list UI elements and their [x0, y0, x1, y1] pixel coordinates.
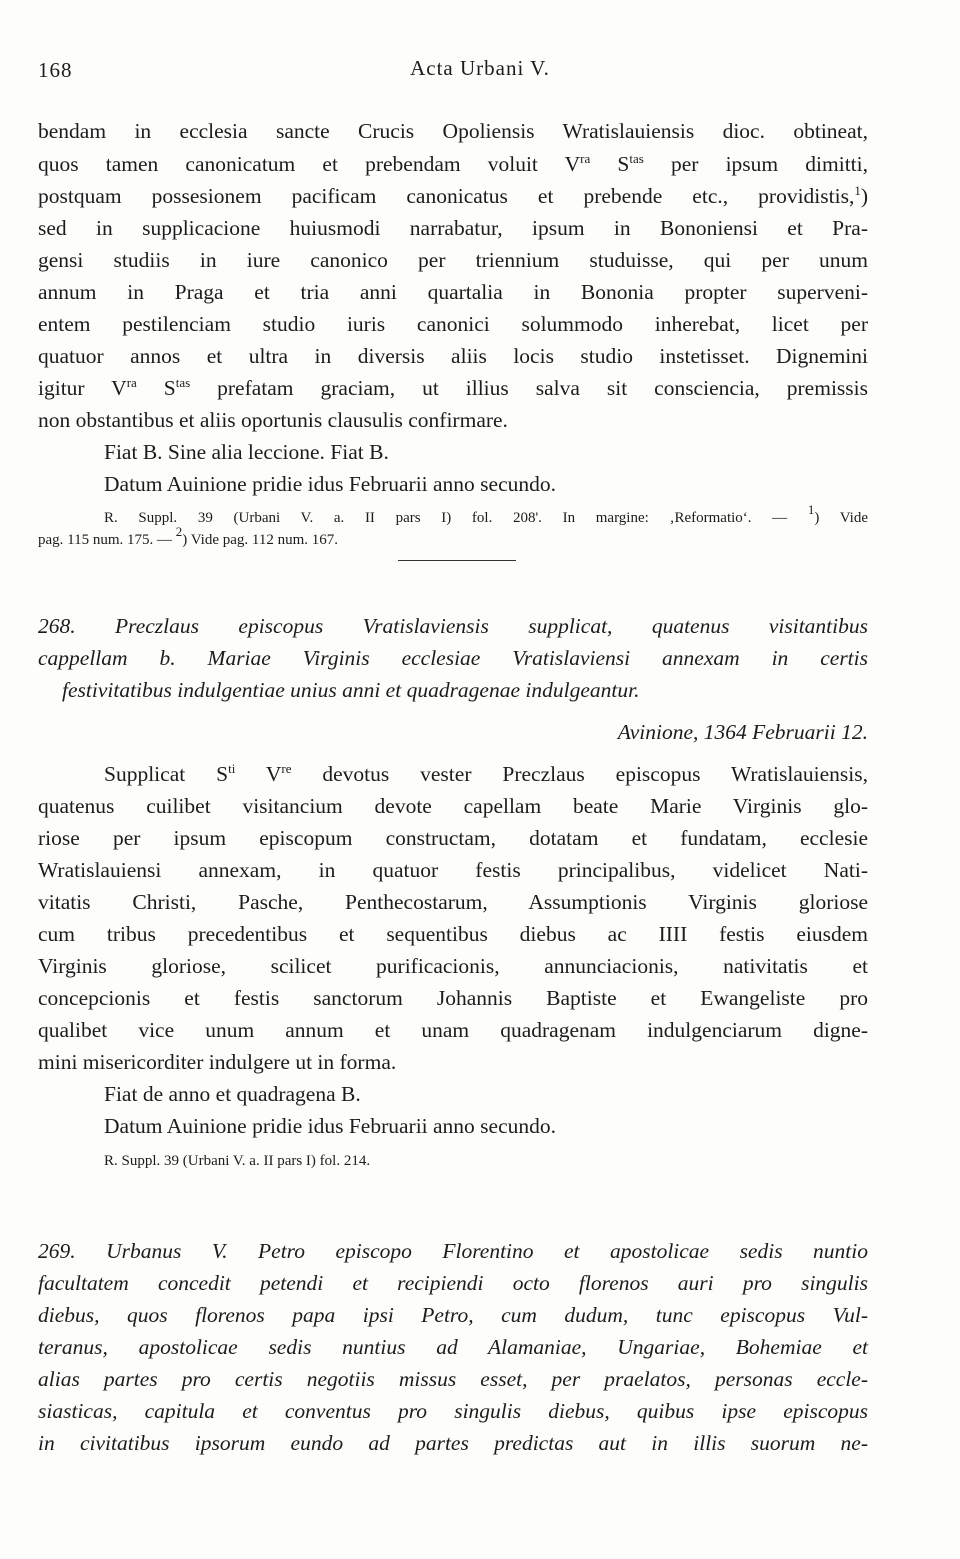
section-divider	[398, 560, 516, 561]
text-line: non obstantibus et aliis oportunis clausulis confirmare.	[38, 408, 508, 432]
text-line: bendam in ecclesia sancte Crucis Opoliensis Wratislauiensis dioc. obtineat,	[38, 119, 868, 143]
text-line: annum in Praga et tria anni quartalia in Bononia propter superveni-	[38, 280, 868, 304]
text-line: cum tribus precedentibus et sequentibus diebus ac IIII festis eiusdem	[38, 922, 868, 946]
source-note: R. Suppl. 39 (Urbani V. a. II pars I) fol. 208'. In margine: ‚Reformatio‘. — $^1$) Vide	[104, 502, 869, 526]
entry-summary: 268. Preczlaus episcopus Vratislaviensis supplicat, quatenus visitantibus	[38, 614, 868, 638]
entry-number: 269.	[38, 1239, 76, 1263]
fiat-line: Fiat B. Sine alia leccione. Fiat B.	[104, 440, 389, 464]
entry-summary: festivitatibus indulgentiae unius anni et quadragenae indulgeantur.	[62, 678, 640, 702]
entry-summary: cappellam b. Mariae Virginis ecclesiae Vratislaviensi annexam in certis	[38, 646, 868, 670]
text-line: mini misericorditer indulgere ut in forma.	[38, 1050, 397, 1074]
datum-line: Datum Auinione pridie idus Februarii anno secundo.	[104, 472, 557, 496]
page-number: 168	[38, 58, 73, 82]
text-line: sed in supplicacione huiusmodi narrabatur, ipsum in Bononiensi et Pra-	[38, 216, 868, 240]
running-title: Acta Urbani V.	[410, 56, 550, 80]
fiat-line: Fiat de anno et quadragena B.	[104, 1082, 361, 1106]
entry-number: 268.	[38, 614, 76, 638]
text-line: riose per ipsum episcopum constructam, dotatam et fundatam, ecclesie	[38, 826, 868, 850]
text-line: Wratislauiensi annexam, in quatuor festis principalibus, videlicet Nati-	[38, 858, 868, 882]
entry-summary: 269. Urbanus V. Petro episcopo Florentino et apostolicae sedis nuntio	[38, 1239, 868, 1263]
text-line: Supplicat $S^{ti}$ Vre devotus vester Preczlaus episcopus Wratislauiensis,	[104, 761, 869, 786]
entry-summary: diebus, quos florenos papa ipsi Petro, cum dudum, tunc episcopus Vul-	[38, 1303, 868, 1327]
datum-line: Datum Auinione pridie idus Februarii anno secundo.	[104, 1114, 557, 1138]
text-line: gensi studiis in iure canonico per triennium studuisse, qui per unum	[38, 248, 868, 272]
entry-summary: siasticas, capitula et conventus pro singulis diebus, quibus ipse episcopus	[38, 1399, 868, 1423]
text-line: quos tamen canonicatum et prebendam voluit $V^{ra}$ $S^{tas}$ per ipsum dimitti,	[38, 151, 868, 176]
source-note: pag. 115 num. 175. — $^2$) Vide pag. 112 num. 167.	[38, 524, 339, 548]
text-line: entem pestilenciam studio iuris canonici solummodo inherebat, licet per	[38, 312, 868, 336]
text-line: vitatis Christi, Pasche, Penthecostarum, Assumptionis Virginis gloriose	[38, 890, 868, 914]
text-line: Virginis gloriose, scilicet purificacionis, annunciacionis, nativitatis et	[38, 954, 868, 978]
text-line: concepcionis et festis sanctorum Johannis Baptiste et Ewangeliste pro	[38, 986, 868, 1010]
place-date: Avinione, 1364 Februarii 12.	[617, 720, 868, 744]
entry-summary: teranus, apostolicae sedis nuntius ad Alamaniae, Ungariae, Bohemiae et	[38, 1335, 868, 1359]
source-note: R. Suppl. 39 (Urbani V. a. II pars I) fol. 214.	[104, 1153, 371, 1169]
entry-summary: in civitatibus ipsorum eundo ad partes predictas aut in illis suorum ne-	[38, 1431, 868, 1455]
text-line: quatenus cuilibet visitancium devote capellam beate Marie Virginis glo-	[38, 794, 868, 818]
text-line: quatuor annos et ultra in diversis aliis locis studio instetisset. Dignemini	[38, 344, 868, 368]
entry-summary: facultatem concedit petendi et recipiendi octo florenos auri pro singulis	[38, 1271, 868, 1295]
text-line: qualibet vice unum annum et unam quadragenam indulgenciarum digne-	[38, 1018, 868, 1042]
text-line: postquam possesionem pacificam canonicatus et prebende etc., providistis,$^1$)	[38, 183, 868, 208]
entry-summary: alias partes pro certis negotiis missus esset, per praelatos, personas eccle-	[38, 1367, 868, 1391]
text-line: igitur $V^{ra}$ $S^{tas}$ prefatam graciam, ut illius salva sit consciencia, premissis	[38, 375, 868, 400]
